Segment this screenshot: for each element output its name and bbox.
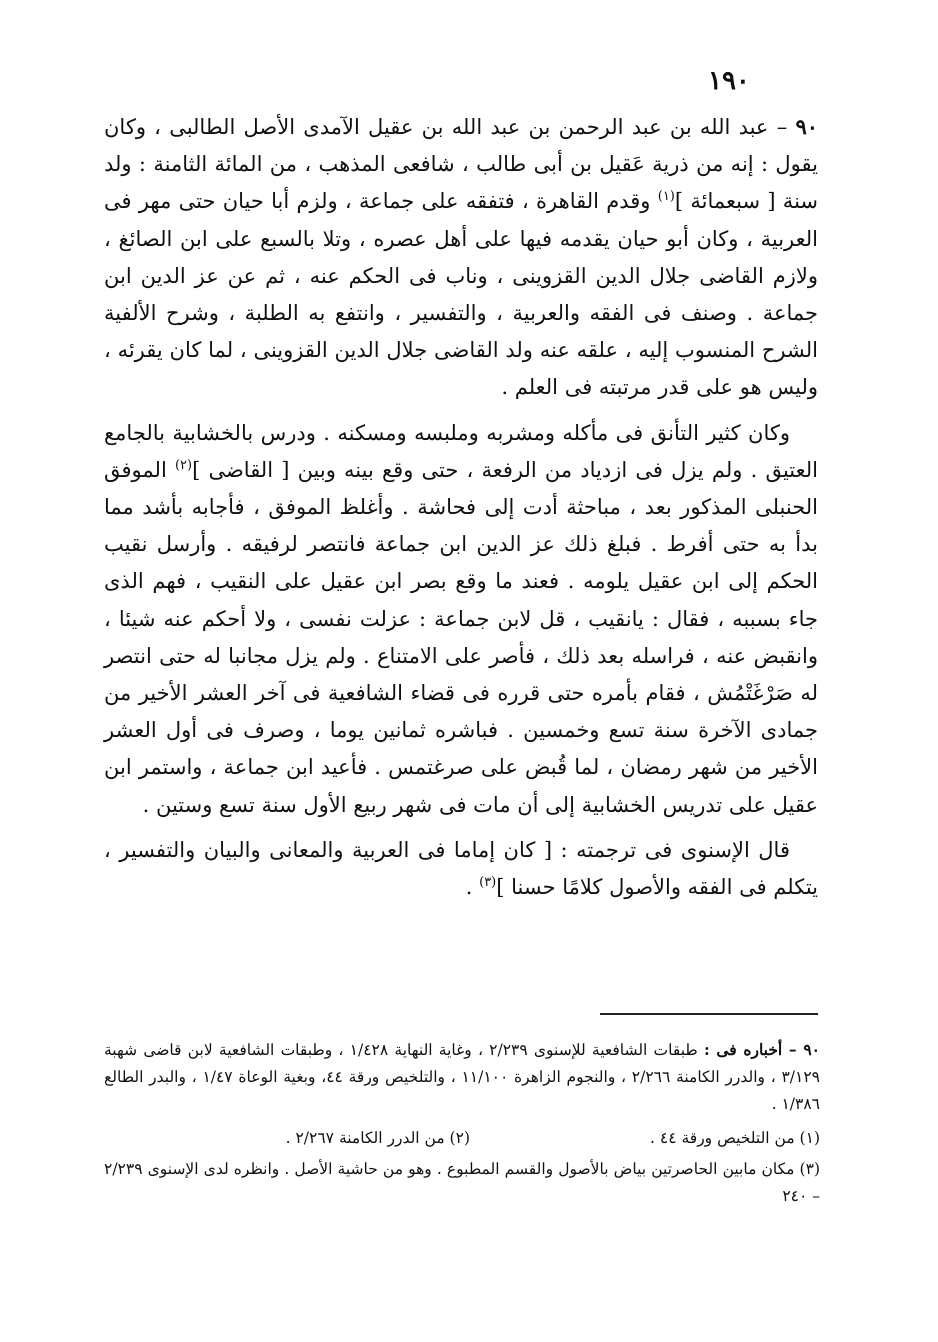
footnotes [104, 1036, 820, 1210]
footnote-ref-1: (١) [657, 189, 675, 205]
paragraph-1-text-b: وقدم القاهرة ، فتفقه على جماعة ، ولزم أبا حيان حتى مهر فى العربية ، وكان أبو حيان يقدمه فيها على أهل عصره ، وتلا بالسبع على ابن الصائغ ، ولازم القاضى جلال الدين القزوينى ، وناب فى الحكم عنه ، ثم عن عز الدين ابن جماعة . وصنف فى الفقه والعربية ، والتفسير ، وانتفع به الطلبة ، وشرح الألفية الشرح المنسوب إليه ، علقه عنه ولد القاضى جلال الدين القزوينى ، لما كان يقرئه ، وليس هو على قدر مرتبته فى العلم . [104, 189, 818, 400]
paragraph-3-text-a: قال الإسنوى فى ترجمته : [ كان إماما فى العربية والمعانى والبيان والتفسير ، يتكلم فى الفقه والأصول كلامًا حسنا ] [104, 837, 818, 900]
paragraph-1-text-a: عبد الله بن عبد الرحمن بن عبد الله بن عقيل الآمدى الأصل الطالبى ، وكان يقول : إنه من ذرية عَقيل بن أبى طالب ، شافعى المذهب ، من المائة الثامنة : ولد سنة [ سبعمائة ] [104, 115, 819, 214]
paragraph-3-text-b: . [465, 875, 480, 900]
footnote-row [104, 1125, 820, 1152]
paragraph-2-text-a: وكان كثير التأنق فى مأكله ومشربه وملبسه ومسكنه . ودرس بالخشابية بالجامع العتيق . ولم يزل فى ازدياد من الرفعة ، حتى وقع بينه وبين [ القاضى ] [104, 420, 819, 482]
footnote-divider [600, 1013, 818, 1015]
biography-entry [104, 108, 818, 906]
footnote-1: (١) من التلخيص ورقة ٤٤ . [650, 1128, 820, 1147]
footnote-sources-lead: ٩٠ – أخباره فى : [703, 1040, 820, 1059]
page-number: ١٩٠ [708, 66, 750, 96]
paragraph-2-text-b: الموفق الحنبلى المذكور بعد ، مباحثة أدت إلى فحاشة . وأغلظ الموفق ، فأجابه بأشد مما بدأ به حتى أفرط . فبلغ ذلك عز الدين ابن جماعة فانتصر لرفيقه . وأرسل نقيب الحكم إلى ابن عقيل يلومه . فعند ما وقع بصر ابن عقيل على النقيب ، فهم الذى جاء بسببه ، فقال : يانقيب ، قل لابن جماعة : عزلت نفسى ، ولا أحكم عنه شيئا ، وانقبض عنه ، فراسله بعد ذلك ، فأصر على الامتناع . ولم يزل مجانبا له حتى انتصر له صَرْغَتْمُش ، فقام بأمره حتى قرره فى قضاء الشافعية فى آخر العشر الأخير من جمادى الآخرة سنة تسع وخمسين . فباشره ثمانين يوما ، وصرف فى أول العشر الأخير من شهر رمضان ، لما قُبض على صرغتمس . فأعيد ابن جماعة ، واستمر ابن عقيل على تدريس الخشابية إلى أن مات فى شهر ربيع الأول سنة تسع وستين . [104, 457, 818, 817]
paragraph-3 [104, 832, 818, 906]
footnote-ref-3: (٣) [479, 875, 497, 891]
entry-number: ٩٠ [795, 114, 818, 139]
paragraph-2 [104, 415, 818, 824]
footnote-ref-2: (٢) [174, 457, 193, 473]
footnote-sources [104, 1036, 820, 1119]
entry-dash: – [768, 115, 796, 139]
footnote-2: (٢) من الدرر الكامنة ٢/٢٦٧ . [285, 1128, 470, 1147]
footnote-sources-text: طبقات الشافعية للإسنوى ٢/٢٣٩ ، وغاية النهاية ١/٤٢٨ ، وطبقات الشافعية لابن قاضى شهبة ٣/١٢٩ ، والدرر الكامنة ٢/٢٦٦ ، والنجوم الزاهرة ١١/١٠٠ ، والتلخيص ورقة ٤٤، وبغية الوعاة ١/٤٧ ، والبدر الطالع ١/٣٨٦ . [104, 1041, 820, 1114]
paragraph-1 [104, 108, 818, 407]
footnote-3: (٣) مكان مابين الحاصرتين بياض بالأصول والقسم المطبوع . وهو من حاشية الأصل . وانظره لدى الإسنوى ٢/٢٣٩ – ٢٤٠ [104, 1159, 820, 1206]
